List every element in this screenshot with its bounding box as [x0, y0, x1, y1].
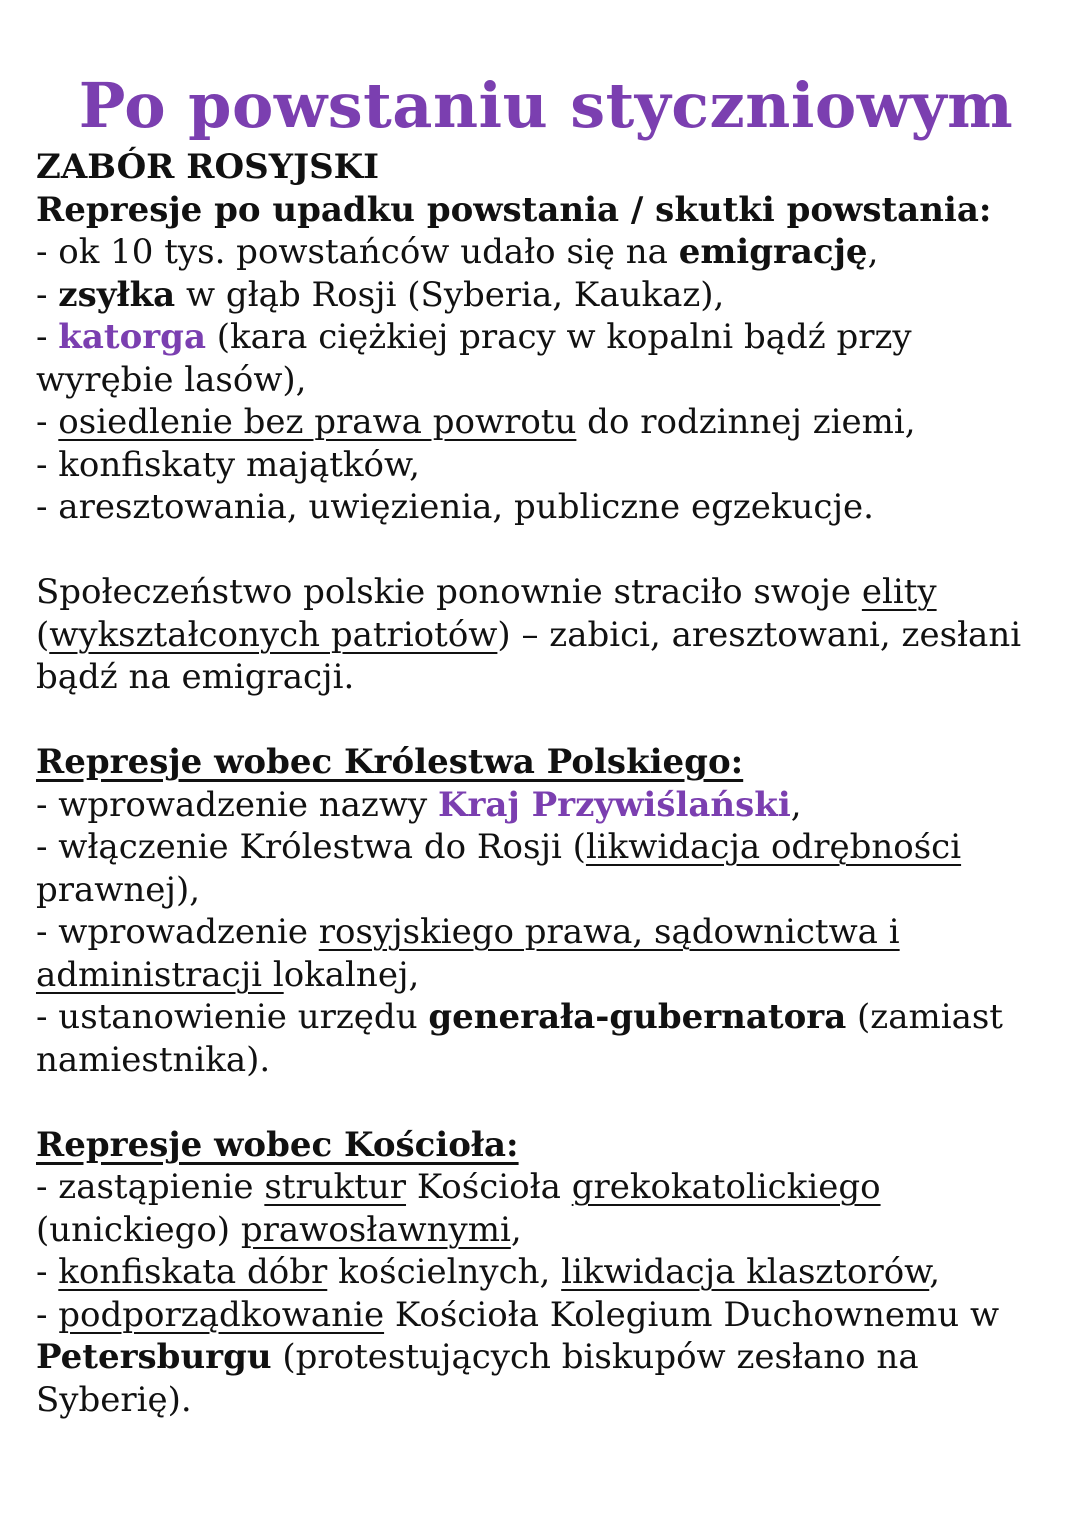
list-item: - osiedlenie bez prawa powrotu do rodzinnej ziemi,: [36, 402, 916, 442]
document-page: [36, 66, 1056, 1421]
list-item: - podporządkowanie Kościoła Kolegium Duchownemu w: [36, 1294, 1000, 1335]
underlined-text: podporządkowanie: [58, 1294, 385, 1335]
page-title: Po powstaniu styczniowym: [78, 69, 1014, 142]
emphasis: emigrację: [678, 232, 868, 272]
paragraph-line: bądź na emigracji.: [36, 657, 355, 697]
section-heading: Represje wobec Królestwa Polskiego:: [36, 742, 744, 782]
list-item: - wprowadzenie nazwy Kraj Przywiślański,: [36, 784, 802, 825]
section-header: ZABÓR ROSYJSKI: [36, 147, 380, 187]
underlined-text: likwidacja odrębności: [585, 827, 962, 867]
paragraph-elity: [36, 571, 1056, 699]
underlined-text: rosyjskiego prawa, sądownictwa i: [318, 912, 900, 952]
list-item: - włączenie Królestwa do Rosji (likwidacja odrębności: [36, 827, 962, 867]
section-zabor-rosyjski: [36, 146, 1056, 529]
list-item-continuation: wyrębie lasów),: [36, 359, 307, 400]
emphasis-purple: katorga: [58, 317, 206, 357]
section-kosciol: [36, 1124, 1056, 1422]
list-item-continuation: Syberię).: [36, 1379, 192, 1420]
list-item: - konfiskaty majątków,: [36, 444, 420, 485]
list-item-continuation: Petersburgu (protestujących biskupów zesłano na: [36, 1337, 919, 1377]
emphasis: generała-gubernatora: [428, 997, 847, 1037]
underlined-text: konfiskata dóbr: [58, 1252, 328, 1292]
list-item-continuation: administracji lokalnej,: [36, 954, 420, 995]
section-subheader: Represje po upadku powstania / skutki powstania:: [36, 189, 992, 230]
emphasis: zsyłka: [58, 274, 176, 315]
section-heading: Represje wobec Kościoła:: [36, 1124, 519, 1165]
underlined-text: prawosławnymi: [240, 1209, 511, 1250]
list-item-continuation: (unickiego) prawosławnymi,: [36, 1209, 522, 1250]
emphasis: Petersburgu: [36, 1337, 272, 1377]
underlined-text: wykształconych patriotów: [49, 614, 498, 655]
list-item: - wprowadzenie rosyjskiego prawa, sądownictwa i: [36, 912, 900, 952]
list-item: - katorga (kara ciężkiej pracy w kopalni bądź przy: [36, 317, 912, 357]
list-item: - konfiskata dóbr kościelnych, likwidacja klasztorów,: [36, 1252, 941, 1292]
paragraph-line: (wykształconych patriotów) – zabici, aresztowani, zesłani: [36, 614, 1022, 655]
list-item: - ok 10 tys. powstańców udało się na emigrację,: [36, 232, 879, 272]
underlined-text: elity: [861, 572, 937, 612]
list-item: - zastąpienie struktur Kościoła grekokatolickiego: [36, 1167, 881, 1207]
list-item-continuation: prawnej),: [36, 869, 201, 910]
section-krolestwo: [36, 741, 1056, 1081]
underlined-text: osiedlenie bez prawa powrotu: [58, 402, 577, 442]
underlined-text: administracji l: [36, 954, 284, 995]
underlined-text: struktur: [264, 1167, 407, 1207]
underlined-text: grekokatolickiego: [571, 1167, 881, 1207]
emphasis-purple: Kraj Przywiślański: [437, 784, 791, 825]
list-item: - ustanowienie urzędu generała-gubernatora (zamiast: [36, 997, 1003, 1037]
list-item-continuation: namiestnika).: [36, 1039, 271, 1080]
paragraph-line: Społeczeństwo polskie ponownie straciło swoje elity: [36, 572, 937, 612]
list-item: - zsyłka w głąb Rosji (Syberia, Kaukaz),: [36, 274, 725, 315]
list-item: - aresztowania, uwięzienia, publiczne egzekucje.: [36, 487, 874, 527]
underlined-text: likwidacja klasztorów: [561, 1252, 930, 1292]
